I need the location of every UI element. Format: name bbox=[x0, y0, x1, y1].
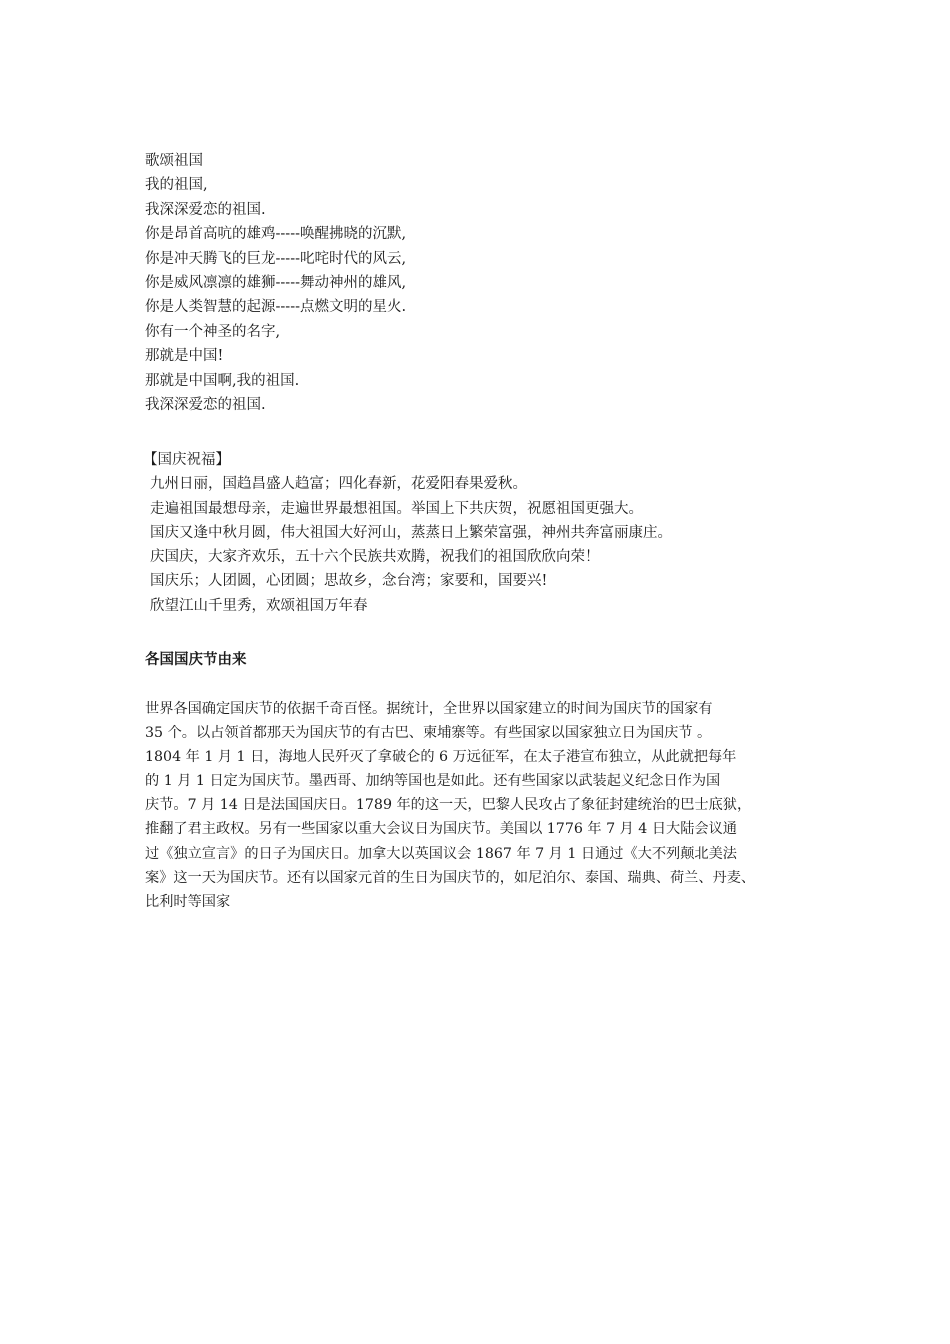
paragraph-line: 35 个。以占领首都那天为国庆节的有古巴、柬埔寨等。有些国家以国家独立日为国庆节 。 bbox=[145, 725, 712, 742]
paragraph-line: 世界各国确定国庆节的依据千奇百怪。据统计，全世界以国家建立的时间为国庆节的国家有 bbox=[145, 701, 713, 717]
paragraph-line: 的 1 月 1 日定为国庆节。墨西哥、加纳等国也是如此。还有些国家以武装起义纪念日作为国 bbox=[145, 773, 721, 790]
section-title: 各国国庆节由来 bbox=[145, 652, 247, 668]
blessing-line: 走遍祖国最想母亲，走遍世界最想祖国。举国上下共庆贺，祝愿祖国更强大。 bbox=[150, 500, 643, 517]
paragraph-line: 过《独立宣言》的日子为国庆日。加拿大以英国议会 1867 年 7 月 1 日通过《大不列颠北美法 bbox=[145, 845, 737, 862]
poem-line: 你是昂首高吭的雄鸡-----唤醒拂晓的沉默, bbox=[145, 226, 407, 243]
blessing-line: 庆国庆，大家齐欢乐，五十六个民族共欢腾，祝我们的祖国欣欣向荣！ bbox=[150, 549, 600, 566]
poem-line: 那就是中国啊,我的祖国. bbox=[145, 372, 300, 389]
blessing-line: 九州日丽，国趋昌盛人趋富；四化春新，花爱阳春果爱秋。 bbox=[150, 476, 527, 493]
paragraph-line: 庆节。7 月 14 日是法国国庆日。1789 年的这一天，巴黎人民攻占了象征封建统治的巴士底狱， bbox=[145, 797, 752, 814]
paragraph-line: 比利时等国家 bbox=[145, 893, 231, 910]
poem-title: 歌颂祖国 bbox=[145, 153, 203, 169]
poem-line: 你是人类智慧的起源-----点燃文明的星火. bbox=[145, 299, 407, 316]
poem-line: 你是冲天腾飞的巨龙-----叱咤时代的风云, bbox=[145, 250, 407, 267]
poem-line: 我的祖国, bbox=[145, 177, 208, 194]
poem-line: 你有一个神圣的名字, bbox=[145, 323, 281, 340]
blessing-line: 国庆乐；人团圆，心团圆；思故乡，念台湾；家要和，国要兴! bbox=[150, 573, 548, 590]
poem-section bbox=[145, 149, 845, 417]
blessing-heading: 【国庆祝福】 bbox=[143, 452, 230, 468]
blessing-section bbox=[143, 448, 843, 618]
origin-paragraph bbox=[145, 697, 821, 914]
blessing-line: 国庆又逢中秋月圆，伟大祖国大好河山，蒸蒸日上繁荣富强，神州共奔富丽康庄。 bbox=[150, 524, 672, 541]
blessing-line: 欣望江山千里秀，欢颂祖国万年春 bbox=[150, 597, 368, 614]
paragraph-line: 案》这一天为国庆节。还有以国家元首的生日为国庆节的，如尼泊尔、泰国、瑞典、荷兰、丹麦、 bbox=[145, 869, 756, 886]
poem-line: 我深深爱恋的祖国. bbox=[145, 201, 266, 218]
poem-line: 我深深爱恋的祖国. bbox=[145, 396, 266, 413]
paragraph-line: 1804 年 1 月 1 日，海地人民歼灭了拿破仑的 6 万远征军，在太子港宣布独立，从此就把每年 bbox=[145, 749, 737, 766]
paragraph-line: 推翻了君主政权。另有一些国家以重大会议日为国庆节。美国以 1776 年 7 月 4 日大陆会议通 bbox=[145, 821, 737, 838]
poem-line: 你是威风凛凛的雄狮-----舞动神州的雄风, bbox=[145, 274, 407, 291]
poem-line: 那就是中国! bbox=[145, 348, 224, 365]
